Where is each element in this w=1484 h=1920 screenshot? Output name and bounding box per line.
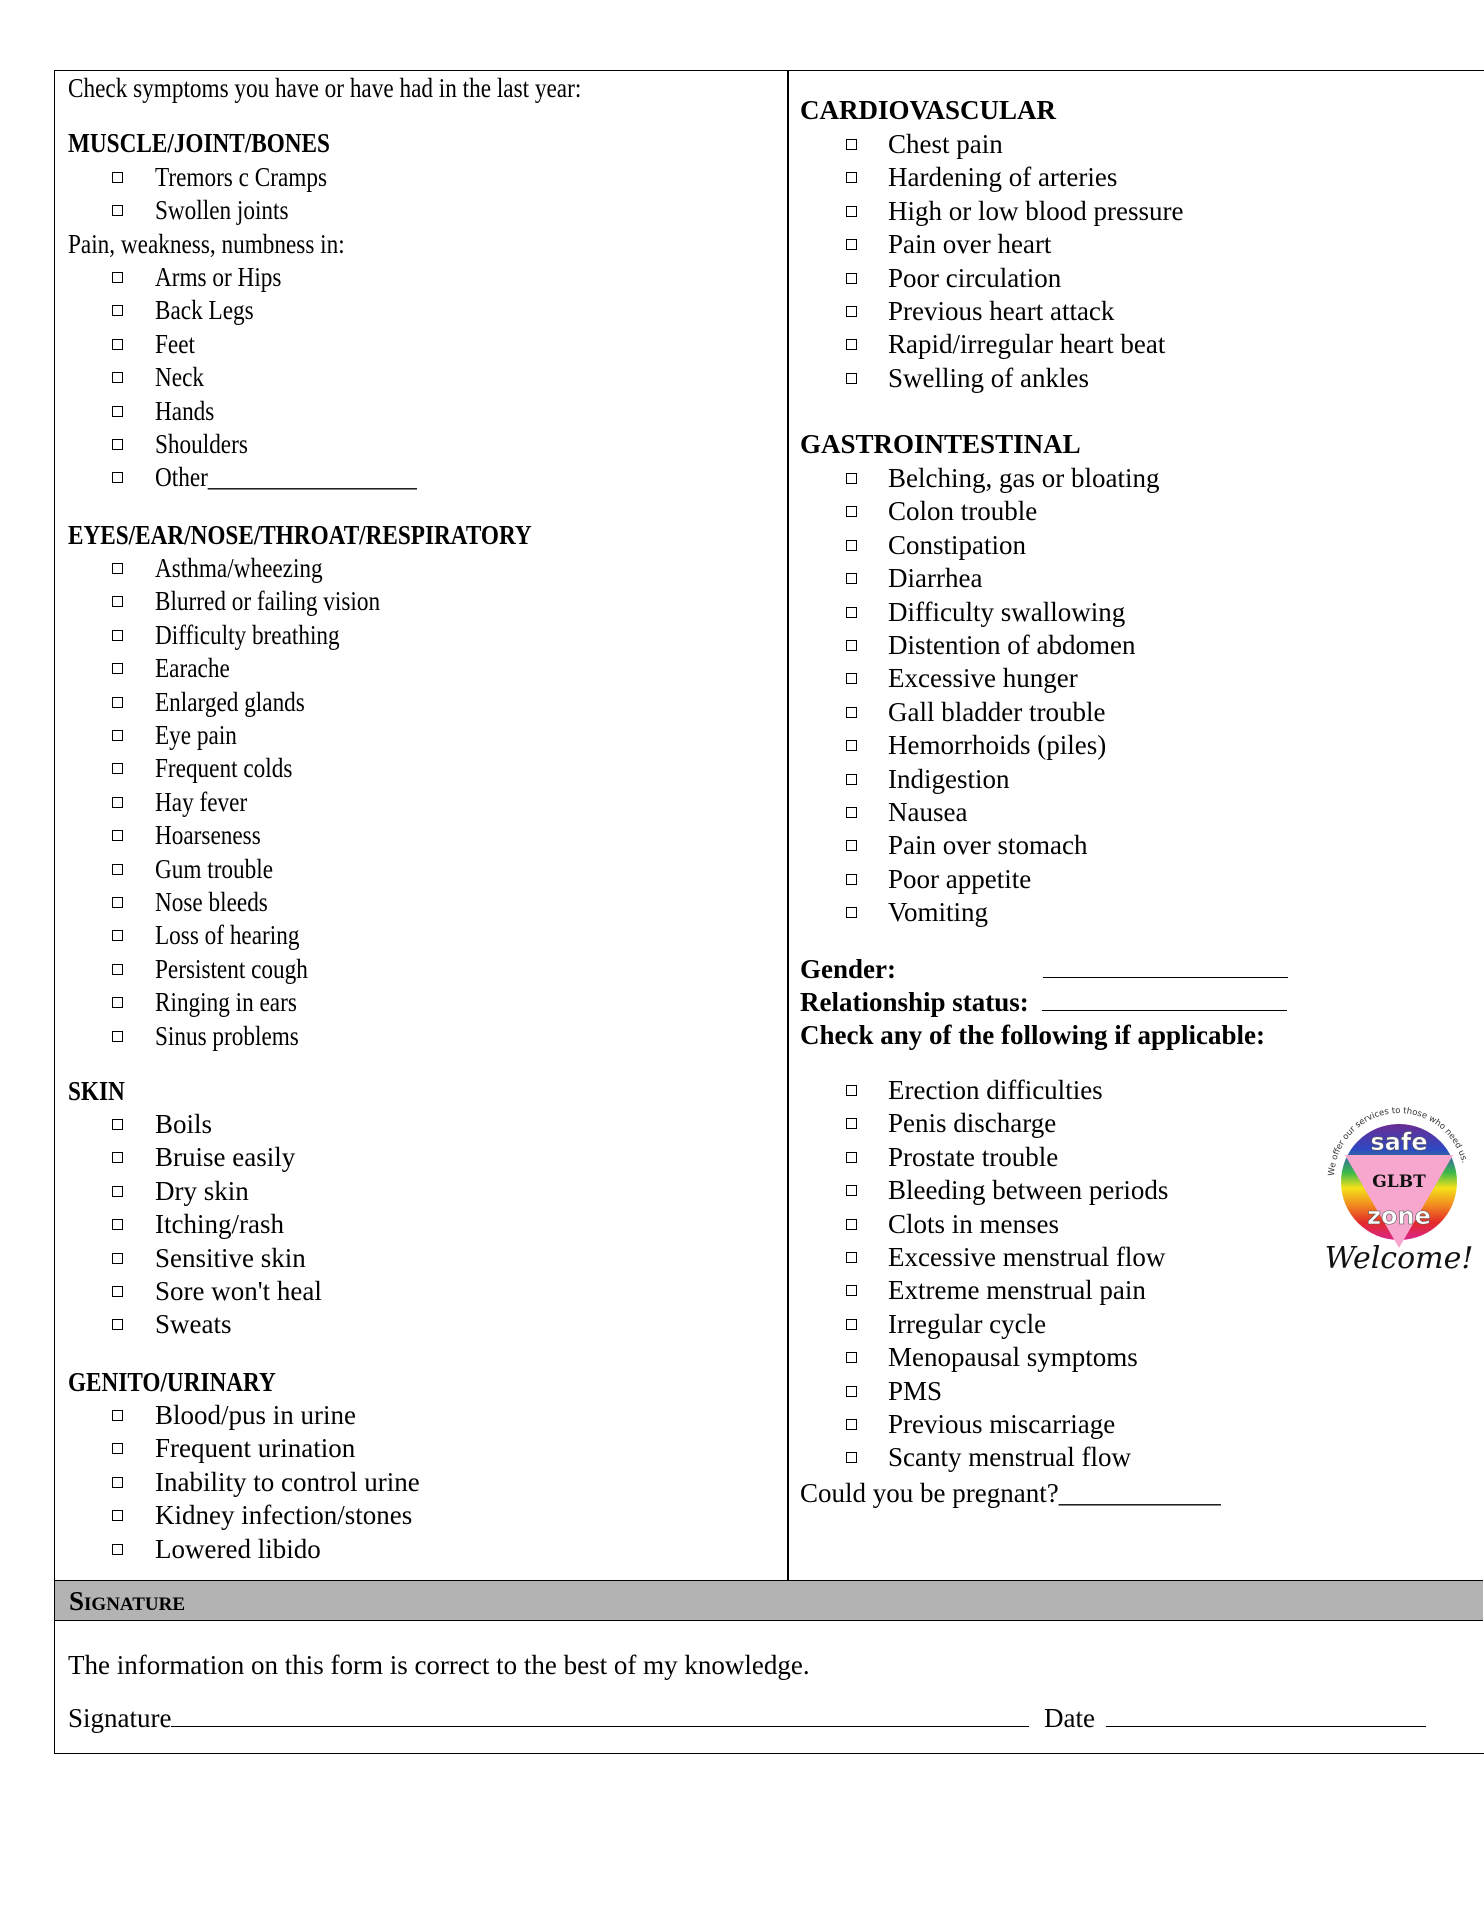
logo-word-glbt: GLBT — [1372, 1172, 1426, 1192]
gastro-item-label: Hemorrhoids (piles) — [888, 730, 1107, 761]
eent-item-label: Enlarged glands — [155, 686, 305, 717]
pain-subheading: Pain, weakness, numbness in: — [68, 229, 345, 259]
checkbox-icon[interactable] — [112, 864, 123, 875]
gastro-item-label: Excessive hunger — [888, 663, 1078, 694]
checkbox-icon[interactable] — [112, 1510, 123, 1521]
checkbox-icon[interactable] — [112, 830, 123, 841]
genito-item-label: Inability to control urine — [155, 1466, 420, 1497]
checkbox-icon[interactable] — [846, 1252, 857, 1263]
applicable-item-label: Menopausal symptoms — [888, 1342, 1138, 1373]
checkbox-icon[interactable] — [846, 273, 857, 284]
gastro-item-label: Poor appetite — [888, 863, 1032, 894]
pain-item-label: Back Legs — [155, 295, 254, 326]
skin-item-label: Itching/rash — [155, 1209, 284, 1240]
cardio-item-label: Chest pain — [888, 129, 1003, 159]
pain-item-label: Arms or Hips — [155, 262, 282, 292]
pain-item-label: Other__________________ — [155, 462, 417, 493]
pregnant-question[interactable]: Could you be pregnant?____________ — [800, 1478, 1221, 1508]
skin-item-label: Dry skin — [155, 1175, 249, 1206]
checkbox-icon[interactable] — [846, 607, 857, 618]
gastro-item-label: Colon trouble — [888, 496, 1038, 527]
relationship-label: Relationship status: — [800, 987, 1029, 1017]
checkbox-icon[interactable] — [112, 964, 123, 975]
column-divider — [787, 70, 789, 1581]
gastro-item-label: Nausea — [888, 797, 968, 827]
eent-item-label: Ringing in ears — [155, 987, 297, 1018]
checkbox-icon[interactable] — [112, 1253, 123, 1264]
checkbox-icon[interactable] — [846, 373, 857, 384]
section-heading-muscle: MUSCLE/JOINT/BONES — [68, 128, 330, 158]
relationship-input[interactable] — [1042, 986, 1287, 1011]
cardio-item-label: Pain over heart — [888, 229, 1052, 260]
checkbox-icon[interactable] — [112, 1477, 123, 1488]
applicable-item-label: Scanty menstrual flow — [888, 1442, 1131, 1473]
eent-item-label: Persistent cough — [155, 953, 308, 984]
checkbox-icon[interactable] — [846, 573, 857, 584]
checkbox-icon[interactable] — [112, 1186, 123, 1197]
cardio-item-label: High or low blood pressure — [888, 195, 1184, 226]
checkbox-icon[interactable] — [846, 1118, 857, 1129]
applicable-heading: Check any of the following if applicable: — [800, 1020, 1266, 1050]
checkbox-icon[interactable] — [846, 506, 857, 517]
skin-item-label: Bruise easily — [155, 1142, 296, 1173]
skin-item-label: Sore won't heal — [155, 1276, 322, 1306]
applicable-item-label: Irregular cycle — [888, 1308, 1047, 1339]
checkbox-icon[interactable] — [112, 472, 123, 483]
checkbox-icon[interactable] — [112, 563, 123, 574]
section-heading-genito: GENITO/URINARY — [68, 1367, 276, 1397]
gastro-item-label: Gall bladder trouble — [888, 696, 1106, 727]
logo-welcome: Welcome! — [1324, 1241, 1474, 1276]
checkbox-icon[interactable] — [846, 139, 857, 150]
checkbox-icon[interactable] — [112, 1319, 123, 1330]
skin-item-label: Boils — [155, 1109, 213, 1139]
section-heading-eent: EYES/EAR/NOSE/THROAT/RESPIRATORY — [68, 520, 532, 550]
checkbox-icon[interactable] — [112, 339, 123, 350]
applicable-item-label: Excessive menstrual flow — [888, 1242, 1166, 1272]
checkbox-icon[interactable] — [846, 1152, 857, 1163]
checkbox-icon[interactable] — [846, 673, 857, 684]
checkbox-icon[interactable] — [112, 663, 123, 674]
checkbox-icon[interactable] — [112, 697, 123, 708]
muscle-item-label: Tremors c Cramps — [155, 162, 327, 192]
checkbox-icon[interactable] — [112, 1152, 123, 1163]
checkbox-icon[interactable] — [846, 907, 857, 918]
checkbox-icon[interactable] — [846, 540, 857, 551]
pain-item-label: Shoulders — [155, 429, 248, 459]
checkbox-icon[interactable] — [846, 1452, 857, 1463]
checkbox-icon[interactable] — [846, 1419, 857, 1430]
checkbox-icon[interactable] — [112, 372, 123, 383]
date-label: Date — [1044, 1703, 1095, 1733]
pain-item-label: Neck — [155, 362, 204, 393]
date-field[interactable] — [1044, 1701, 1426, 1735]
eent-item-label: Difficulty breathing — [155, 619, 340, 650]
checkbox-icon[interactable] — [112, 205, 123, 216]
checkbox-icon[interactable] — [112, 897, 123, 908]
eent-item-label: Blurred or failing vision — [155, 586, 381, 617]
checkbox-icon[interactable] — [112, 1544, 123, 1555]
checkbox-icon[interactable] — [112, 1410, 123, 1421]
genito-item-label: Lowered libido — [155, 1533, 321, 1564]
gastro-item-label: Constipation — [888, 529, 1027, 560]
checkbox-icon[interactable] — [846, 1185, 857, 1196]
eent-item-label: Hoarseness — [155, 820, 261, 851]
cardio-item-label: Previous heart attack — [888, 296, 1115, 326]
gender-field[interactable] — [800, 952, 1288, 986]
eent-item-label: Sinus problems — [155, 1020, 299, 1051]
gastro-item-label: Diarrhea — [888, 563, 983, 594]
applicable-item-label: Bleeding between periods — [888, 1175, 1169, 1206]
signature-section-title: Signature — [69, 1586, 186, 1616]
logo-word-safe: safe — [1370, 1128, 1428, 1156]
checkbox-icon[interactable] — [112, 730, 123, 741]
eent-item-label: Earache — [155, 653, 230, 684]
relationship-field[interactable] — [800, 985, 1287, 1019]
applicable-item-label: Extreme menstrual pain — [888, 1275, 1146, 1306]
section-heading-gastro: GASTROINTESTINAL — [800, 429, 1081, 459]
safe-zone-logo — [1318, 1100, 1480, 1280]
intro-text: Check symptoms you have or have had in the last year: — [68, 73, 582, 103]
checkbox-icon[interactable] — [112, 1031, 123, 1042]
signature-statement: The information on this form is correct to the best of my knowledge. — [68, 1650, 810, 1680]
checkbox-icon[interactable] — [846, 807, 857, 818]
checkbox-icon[interactable] — [112, 172, 123, 183]
pain-item-label: Hands — [155, 395, 215, 426]
checkbox-icon[interactable] — [846, 1319, 857, 1330]
eent-item-label: Frequent colds — [155, 753, 293, 784]
checkbox-icon[interactable] — [846, 640, 857, 651]
signature-field[interactable] — [68, 1701, 1029, 1735]
gastro-item-label: Indigestion — [888, 763, 1010, 794]
cardio-item-label: Poor circulation — [888, 262, 1062, 293]
checkbox-icon[interactable] — [112, 997, 123, 1008]
cardio-item-label: Hardening of arteries — [888, 162, 1118, 193]
signature-section-bar — [55, 1580, 1483, 1621]
signature-input[interactable] — [171, 1702, 1029, 1727]
eent-item-label: Nose bleeds — [155, 887, 268, 917]
checkbox-icon[interactable] — [112, 630, 123, 641]
checkbox-icon[interactable] — [112, 272, 123, 283]
checkbox-icon[interactable] — [846, 1285, 857, 1296]
logo-word-zone: zone — [1367, 1202, 1431, 1230]
checkbox-icon[interactable] — [112, 1286, 123, 1297]
genito-item-label: Blood/pus in urine — [155, 1400, 356, 1430]
checkbox-icon[interactable] — [112, 305, 123, 316]
eent-item-label: Asthma/wheezing — [155, 553, 323, 583]
checkbox-icon[interactable] — [846, 1085, 857, 1096]
checkbox-icon[interactable] — [112, 596, 123, 607]
checkbox-icon[interactable] — [846, 339, 857, 350]
eent-item-label: Loss of hearing — [155, 920, 300, 951]
checkbox-icon[interactable] — [112, 1443, 123, 1454]
applicable-item-label: Penis discharge — [888, 1108, 1057, 1139]
gender-input[interactable] — [1043, 953, 1288, 978]
logo-arc-text: We offer our services to those who need us. — [1326, 1105, 1470, 1177]
eent-item-label: Gum trouble — [155, 853, 274, 884]
applicable-item-label: Previous miscarriage — [888, 1409, 1116, 1439]
section-heading-cardio: CARDIOVASCULAR — [800, 95, 1057, 125]
eent-item-label: Eye pain — [155, 720, 237, 750]
checkbox-icon[interactable] — [846, 1219, 857, 1230]
checkbox-icon[interactable] — [846, 707, 857, 718]
gastro-item-label: Pain over stomach — [888, 830, 1088, 861]
checkbox-icon[interactable] — [112, 763, 123, 774]
cardio-item-label: Swelling of ankles — [888, 362, 1089, 393]
checkbox-icon[interactable] — [846, 740, 857, 751]
signature-label: Signature — [68, 1703, 172, 1733]
checkbox-icon[interactable] — [846, 206, 857, 217]
applicable-item-label: Erection difficulties — [888, 1075, 1103, 1105]
gastro-item-label: Belching, gas or bloating — [888, 463, 1160, 493]
skin-item-label: Sweats — [155, 1309, 232, 1340]
checkbox-icon[interactable] — [112, 1219, 123, 1230]
checkbox-icon[interactable] — [846, 239, 857, 250]
checkbox-icon[interactable] — [846, 306, 857, 317]
pain-item-label: Feet — [155, 328, 195, 359]
eent-item-label: Hay fever — [155, 786, 248, 817]
gastro-item-label: Distention of abdomen — [888, 630, 1136, 660]
cardio-item-label: Rapid/irregular heart beat — [888, 329, 1166, 360]
date-input[interactable] — [1106, 1702, 1426, 1727]
applicable-item-label: Clots in menses — [888, 1208, 1060, 1239]
checkbox-icon[interactable] — [846, 1352, 857, 1363]
checkbox-icon[interactable] — [112, 439, 123, 450]
checkbox-icon[interactable] — [112, 930, 123, 941]
checkbox-icon[interactable] — [112, 797, 123, 808]
applicable-item-label: PMS — [888, 1375, 943, 1406]
section-heading-skin: SKIN — [68, 1076, 125, 1106]
muscle-item-label: Swollen joints — [155, 195, 289, 226]
applicable-item-label: Prostate trouble — [888, 1141, 1059, 1172]
gastro-item-label: Difficulty swallowing — [888, 596, 1126, 627]
genito-item-label: Frequent urination — [155, 1433, 356, 1464]
skin-item-label: Sensitive skin — [155, 1242, 306, 1273]
gender-label: Gender: — [800, 954, 896, 984]
checkbox-icon[interactable] — [846, 172, 857, 183]
genito-item-label: Kidney infection/stones — [155, 1500, 413, 1531]
checkbox-icon[interactable] — [112, 406, 123, 417]
checkbox-icon[interactable] — [112, 1119, 123, 1130]
checkbox-icon[interactable] — [846, 874, 857, 885]
checkbox-icon[interactable] — [846, 840, 857, 851]
checkbox-icon[interactable] — [846, 1386, 857, 1397]
checkbox-icon[interactable] — [846, 774, 857, 785]
checkbox-icon[interactable] — [846, 473, 857, 484]
gastro-item-label: Vomiting — [888, 897, 989, 928]
